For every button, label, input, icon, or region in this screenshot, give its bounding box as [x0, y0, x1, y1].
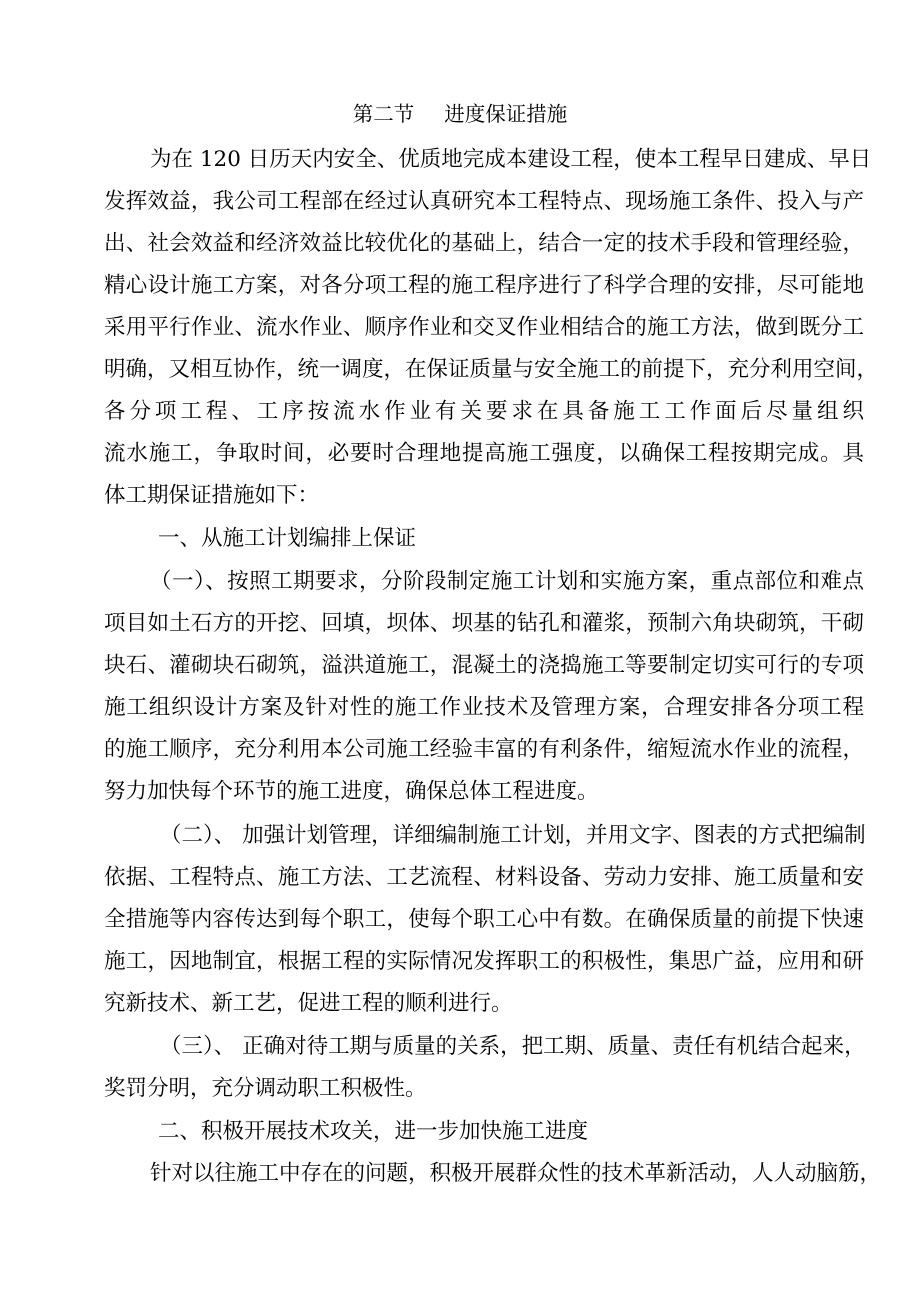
text-line: 一、从施工计划编排上保证: [158, 526, 417, 551]
text-line: 项目如土石方的开挖、回填，坝体、坝基的钻孔和灌浆，预制六角块砌筑，干砌: [104, 611, 864, 636]
text-line: 明确，又相互协作，统一调度，在保证质量与安全施工的前提下，充分利用空间，: [104, 357, 879, 382]
text-line: 为在 120 日历天内安全、优质地完成本建设工程，使本工程早日建成、早日: [150, 147, 872, 172]
text-line: 施工，因地制宜，根据工程的实际情况发挥职工的积极性，集思广益，应用和研: [104, 949, 864, 974]
text-line: 依据、工程特点、施工方法、工艺流程、材料设备、劳动力安排、施工质量和安: [104, 865, 864, 890]
text-line: 发挥效益，我公司工程部在经过认真研究本工程特点、现场施工条件、投入与产: [104, 189, 864, 214]
text-line: 出、社会效益和经济效益比较优化的基础上，结合一定的技术手段和管理经验，: [104, 231, 864, 256]
text-line: 流水施工，争取时间，必要时合理地提高施工强度，以确保工程按期完成。具: [104, 441, 864, 466]
text-line: （三）、 正确对待工期与质量的关系，把工期、质量、责任有机结合起来，: [160, 1034, 866, 1059]
text-line: 究新技术、新工艺，促进工程的顺利进行。: [104, 991, 513, 1016]
section-heading: 进度保证措施: [444, 102, 568, 126]
text-line: 全措施等内容传达到每个职工，使每个职工心中有数。在确保质量的前提下快速: [104, 907, 864, 932]
text-line: 体工期保证措施如下：: [104, 483, 320, 508]
text-line: 针对以往施工中存在的问题，积极开展群众性的技术革新活动，人人动脑筋，: [150, 1161, 882, 1186]
text-line: 奖罚分明，充分调动职工积极性。: [104, 1076, 427, 1101]
text-line: 采用平行作业、流水作业、顺序作业和交叉作业相结合的施工方法，做到既分工: [104, 315, 864, 340]
text-line: 各分项工程、工序按流水作业有关要求在具备施工工作面后尽量组织: [104, 399, 864, 424]
text-line: 精心设计施工方案，对各分项工程的施工程序进行了科学合理的安排，尽可能地: [104, 273, 864, 298]
text-line: 施工组织设计方案及针对性的施工作业技术及管理方案，合理安排各分项工程: [104, 695, 864, 720]
text-line: 块石、灌砌块石砌筑，溢洪道施工，混凝土的浇捣施工等要制定切实可行的专项: [104, 653, 864, 678]
text-line: （一）、按照工期要求，分阶段制定施工计划和实施方案，重点部位和难点: [150, 569, 864, 594]
section-title: [0, 97, 920, 131]
text-line: （二）、 加强计划管理，详细编制施工计划，并用文字、图表的方式把编制: [160, 823, 866, 848]
text-line: 二、积极开展技术攻关，进一步加快施工进度: [158, 1119, 589, 1144]
text-line: 的施工顺序，充分利用本公司施工经验丰富的有利条件，缩短流水作业的流程，: [104, 737, 864, 762]
text-line: 努力加快每个环节的施工进度，确保总体工程进度。: [104, 779, 599, 804]
section-number: 第二节: [352, 102, 415, 126]
